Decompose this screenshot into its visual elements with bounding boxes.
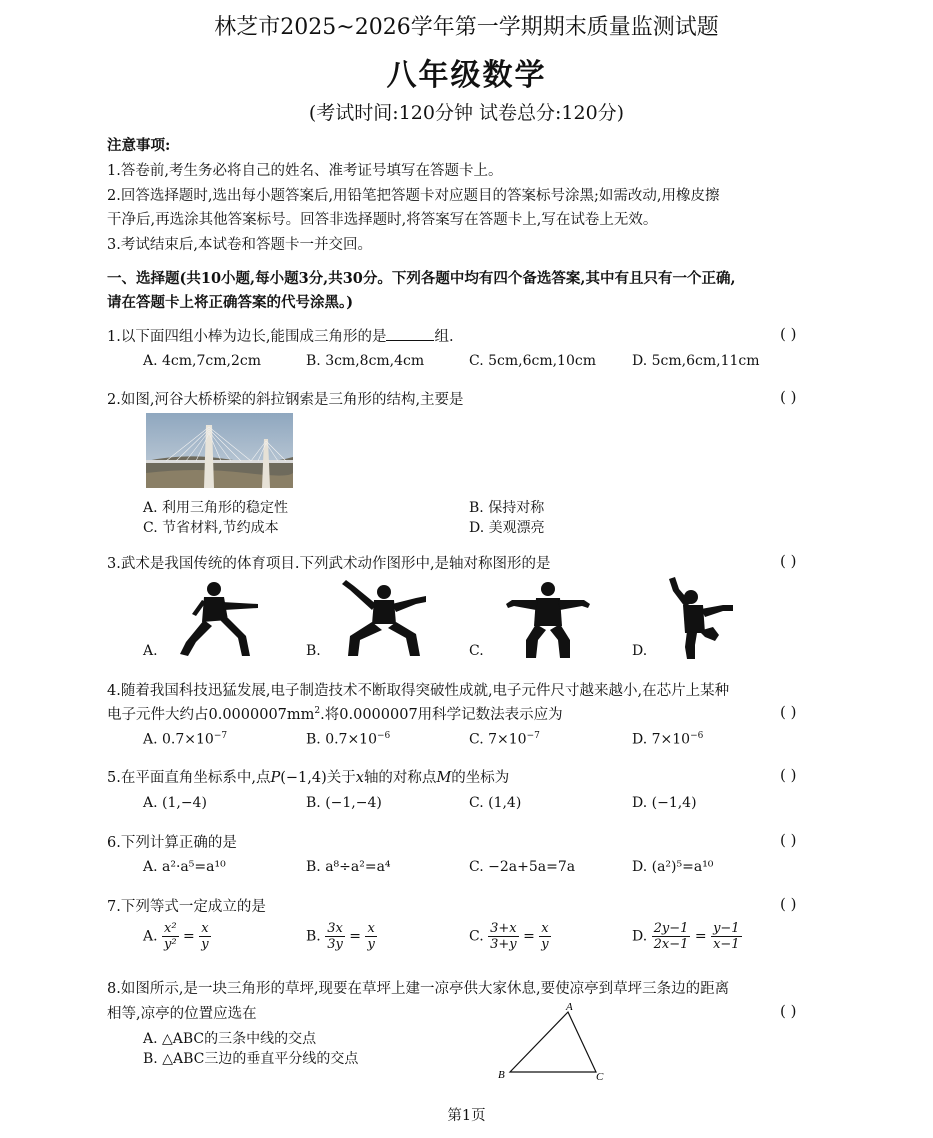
q1-option-a: A. 4cm,7cm,2cm bbox=[143, 353, 261, 369]
question-8-stem-cont: 相等,凉亭的位置应选在 bbox=[107, 1006, 257, 1022]
answer-paren-6: ( ) bbox=[780, 831, 797, 849]
note-2-cont: 干净后,再选涂其他答案标号。回答非选择题时,将答案写在答题卡上,写在试卷上无效。 bbox=[107, 212, 658, 228]
q6-option-c: C. −2a+5a=7a bbox=[469, 859, 576, 875]
triangle-abc-figure bbox=[492, 1000, 612, 1085]
q5-option-a: A. (1,−4) bbox=[143, 795, 207, 811]
exam-title: 林芝市2025~2026学年第一学期期末质量监测试题 bbox=[214, 15, 719, 40]
question-1-stem: 1.以下面四组小棒为边长,能围成三角形的是 组. bbox=[107, 329, 454, 345]
martial-arts-figure-c bbox=[504, 578, 592, 660]
martial-arts-figure-b bbox=[340, 578, 428, 658]
q8-option-b: B. △ABC三边的垂直平分线的交点 bbox=[143, 1051, 359, 1067]
question-5-stem: 5.在平面直角坐标系中,点P(−1,4)关于x轴的对称点M的坐标为 bbox=[107, 770, 510, 786]
q2-option-c: C. 节省材料,节约成本 bbox=[143, 520, 279, 536]
question-3-stem: 3.武术是我国传统的体育项目.下列武术动作图形中,是轴对称图形的是 bbox=[107, 556, 551, 572]
question-2-stem: 2.如图,河谷大桥桥梁的斜拉钢索是三角形的结构,主要是 bbox=[107, 392, 464, 408]
q6-option-a: A. a²·a⁵=a¹⁰ bbox=[143, 859, 226, 875]
q4-option-d: D. $7\times 10^{-6}$ bbox=[632, 731, 704, 748]
vertex-b-label: B bbox=[498, 1069, 505, 1081]
q4-option-a: A. $0.7\times 10^{-7}$ bbox=[143, 731, 228, 748]
question-4-stem-cont: 电子元件大约占$0.0000007mm^2$.将0.0000007用科学记数法表示应为 bbox=[107, 706, 563, 723]
martial-arts-figure-d bbox=[665, 575, 735, 661]
page-number: 第1页 bbox=[447, 1108, 486, 1124]
q7-option-b: B. $\frac{3x}{3y}$ = $\frac{x}{y}$ bbox=[306, 921, 375, 952]
q4-option-b: B. $0.7\times 10^{-6}$ bbox=[306, 731, 391, 748]
exam-info: (考试时间:120分钟 试卷总分:120分) bbox=[308, 102, 625, 124]
q5-option-b: B. (−1,−4) bbox=[306, 795, 382, 811]
q6-option-d: D. (a²)⁵=a¹⁰ bbox=[632, 859, 714, 875]
subject-title: 八年级数学 bbox=[386, 58, 547, 93]
answer-paren-8: ( ) bbox=[780, 1002, 797, 1020]
answer-paren-5: ( ) bbox=[780, 766, 797, 784]
q3-option-b: B. bbox=[306, 643, 321, 659]
question-4-stem: 4.随着我国科技迅猛发展,电子制造技术不断取得突破性成就,电子元件尺寸越来越小,在芯片上某种 bbox=[107, 683, 730, 699]
vertex-c-label: C bbox=[596, 1071, 604, 1083]
q3-option-d: D. bbox=[632, 643, 648, 659]
answer-paren-3: ( ) bbox=[780, 552, 797, 570]
note-3: 3.考试结束后,本试卷和答题卡一并交回。 bbox=[107, 237, 372, 253]
q5-option-c: C. (1,4) bbox=[469, 795, 522, 811]
q3-option-a: A. bbox=[143, 643, 158, 659]
answer-paren-2: ( ) bbox=[780, 388, 797, 406]
q8-option-a: A. △ABC的三条中线的交点 bbox=[143, 1031, 317, 1047]
q2-option-a: A. 利用三角形的稳定性 bbox=[143, 500, 289, 516]
q2-option-b: B. 保持对称 bbox=[469, 500, 545, 516]
answer-paren-1: ( ) bbox=[780, 325, 797, 343]
note-2: 2.回答选择题时,选出每小题答案后,用铅笔把答题卡对应题目的答案标号涂黑;如需改动,用橡皮擦 bbox=[107, 188, 720, 204]
note-1: 1.答卷前,考生务必将自己的姓名、准考证号填写在答题卡上。 bbox=[107, 163, 503, 179]
q1-option-b: B. 3cm,8cm,4cm bbox=[306, 353, 425, 369]
answer-paren-4: ( ) bbox=[780, 703, 797, 721]
bridge-photo bbox=[146, 413, 293, 488]
notes-heading: 注意事项: bbox=[107, 137, 171, 154]
q5-option-d: D. (−1,4) bbox=[632, 795, 697, 811]
q7-option-a: A. $\frac{\text{x²}}{\text{y²}}$ = $\frac{x}{y}$ bbox=[143, 921, 209, 952]
martial-arts-figure-a bbox=[176, 580, 262, 658]
answer-blank bbox=[386, 328, 434, 341]
q3-option-c: C. bbox=[469, 643, 484, 659]
q4-option-c: C. $7\times 10^{-7}$ bbox=[469, 731, 540, 748]
q2-option-d: D. 美观漂亮 bbox=[469, 520, 545, 536]
question-8-stem: 8.如图所示,是一块三角形的草坪,现要在草坪上建一凉亭供大家休息,要使凉亭到草坪三条边的距离 bbox=[107, 981, 730, 997]
q1-option-c: C. 5cm,6cm,10cm bbox=[469, 353, 596, 369]
section-heading-cont: 请在答题卡上将正确答案的代号涂黑。) bbox=[107, 294, 354, 311]
q1-option-d: D. 5cm,6cm,11cm bbox=[632, 353, 760, 369]
answer-paren-7: ( ) bbox=[780, 895, 797, 913]
section-heading: 一、选择题(共10小题,每小题3分,共30分。下列各题中均有四个备选答案,其中有且只有一个正确, bbox=[107, 270, 736, 287]
vertex-a-label: A bbox=[566, 1001, 573, 1013]
q7-option-c: C. $\frac{3+x}{3+y}$ = $\frac{x}{y}$ bbox=[469, 921, 549, 952]
q6-option-b: B. a⁸÷a²=a⁴ bbox=[306, 859, 391, 875]
question-7-stem: 7.下列等式一定成立的是 bbox=[107, 899, 266, 915]
q7-option-d: D. $\frac{2y-1}{2x-1}$ = $\frac{y-1}{x-1}$ bbox=[632, 921, 740, 952]
question-6-stem: 6.下列计算正确的是 bbox=[107, 835, 237, 851]
